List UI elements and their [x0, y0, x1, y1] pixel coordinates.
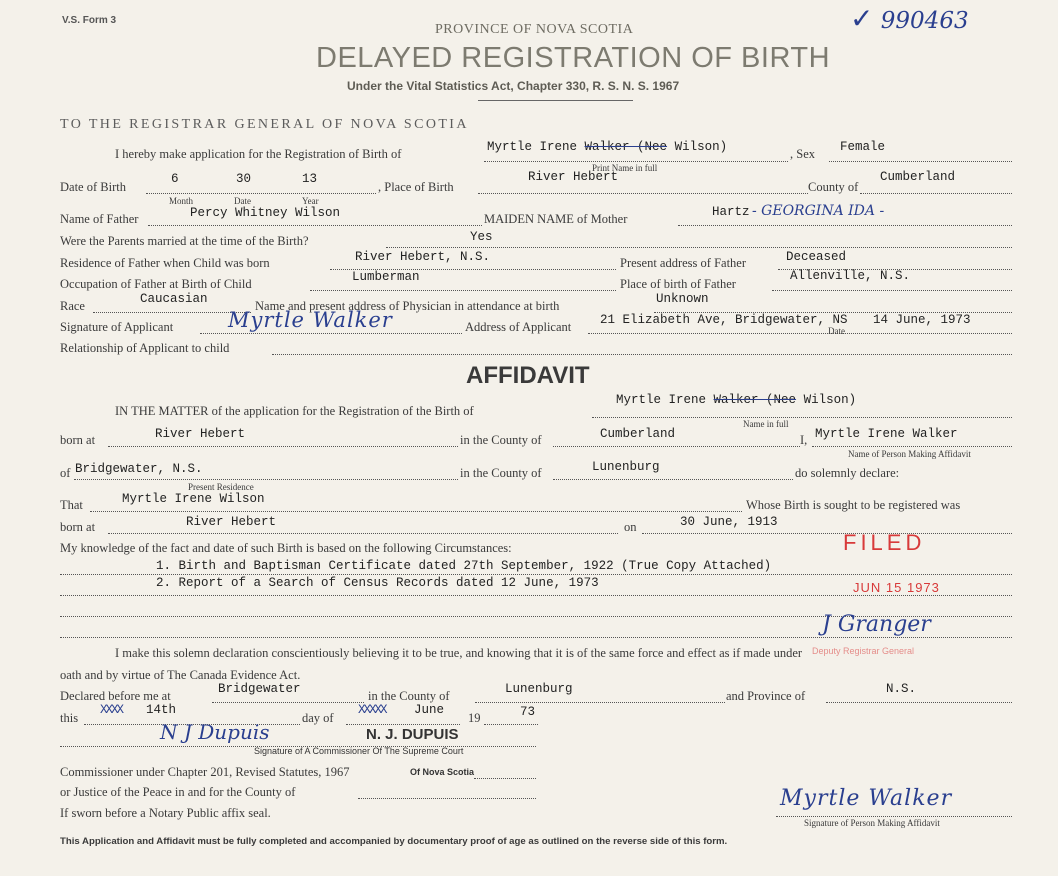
subject-of-affidavit: Myrtle Irene Wilson	[122, 492, 265, 506]
label-declared-before: Declared before me at	[60, 689, 171, 703]
father-present-address: Deceased	[786, 250, 847, 264]
affidavit-name-struck: Walker (Nee	[713, 393, 797, 407]
deponent-residence: Bridgewater, N.S.	[75, 462, 203, 476]
child-last-name: Wilson)	[674, 140, 728, 154]
born-county: Cumberland	[600, 427, 676, 441]
father-name: Percy Whitney Wilson	[190, 206, 341, 220]
form-number: V.S. Form 3	[62, 15, 117, 26]
child-name-struck: Walker (Nee	[584, 140, 668, 154]
struck-day: XXXX	[100, 703, 123, 717]
label-in-county-2: in the County of	[368, 689, 450, 703]
mother-maiden-name: Hartz	[712, 205, 750, 219]
label-justice: or Justice of the Peace in and for the County of	[60, 785, 296, 799]
parents-married: Yes	[470, 230, 493, 244]
application-date: 14 June, 1973	[873, 313, 971, 327]
label-father-residence: Residence of Father when Child was born	[60, 256, 270, 270]
filed-date-stamp: JUN 15 1973	[853, 580, 940, 595]
physician: Unknown	[656, 292, 709, 306]
declaration-line-1: I make this solemn declaration conscientiously believing it to be true, and knowing that it is of the same force and effect as if made under	[115, 646, 803, 660]
applicant-signature: Myrtle Walker	[228, 308, 393, 332]
label-knowledge: My knowledge of the fact and date of such Birth is based on the following Circumstances:	[60, 541, 512, 555]
applicant-address: 21 Elizabeth Ave, Bridgewater, NS	[600, 313, 848, 327]
label-born-at-2: born at	[60, 520, 96, 534]
form-title: DELAYED REGISTRATION OF BIRTH	[316, 42, 831, 74]
label-declare: do solemnly declare:	[795, 466, 900, 480]
child-first-names: Myrtle Irene	[487, 140, 578, 154]
born-at-2: River Hebert	[186, 515, 277, 529]
deponent-note: Name of Person Making Affidavit	[848, 449, 971, 459]
affidavit-heading: AFFIDAVIT	[466, 362, 590, 389]
subtitle-rule	[478, 100, 633, 101]
declared-province: N.S.	[886, 682, 917, 696]
county-of-birth: Cumberland	[880, 170, 956, 184]
label-county: County of	[808, 180, 859, 194]
addressee: TO THE REGISTRAR GENERAL OF NOVA SCOTIA	[60, 117, 469, 132]
file-number	[850, 2, 969, 35]
label-race: Race	[60, 299, 85, 313]
deponent-name: Myrtle Irene Walker	[815, 427, 958, 441]
label-that: That	[60, 498, 83, 512]
label-father-birthplace: Place of birth of Father	[620, 277, 736, 291]
dob-month: 6	[171, 172, 179, 186]
declared-century: 19	[468, 711, 481, 725]
label-father-occupation: Occupation of Father at Birth of Child	[60, 277, 252, 291]
name-in-full-note: Name in full	[743, 419, 789, 429]
dob-year: 13	[302, 172, 318, 186]
label-date: Date	[234, 196, 251, 206]
born-at: River Hebert	[155, 427, 246, 441]
affidavit-first-names: Myrtle Irene	[616, 393, 707, 407]
residence-county: Lunenburg	[592, 460, 660, 474]
race-value: Caucasian	[140, 292, 208, 306]
dob-day: 30	[236, 172, 252, 186]
stamp-nova-scotia: Of Nova Scotia	[410, 767, 475, 777]
label-on: on	[624, 520, 637, 534]
circumstance-1: 1. Birth and Baptisman Certificate dated 27th September, 1922 (True Copy Attached)	[156, 559, 772, 573]
commissioner-signature: N J Dupuis	[160, 720, 270, 744]
label-application: I hereby make application for the Registration of Birth of	[115, 147, 402, 161]
label-of: of	[60, 466, 71, 480]
registrar-signature: J Granger	[822, 612, 931, 637]
label-in-county: in the County of	[460, 433, 542, 447]
place-of-birth: River Hebert	[528, 170, 619, 184]
checkmark-icon: ✓	[850, 2, 874, 35]
label-whose-birth: Whose Birth is sought to be registered was	[746, 498, 961, 512]
label-commissioner: Commissioner under Chapter 201, Revised Statutes, 1967	[60, 765, 350, 779]
mother-given-names: - GEORGINA IDA -	[752, 203, 885, 219]
label-married: Were the Parents married at the time of the Birth?	[60, 234, 309, 248]
label-year: Year	[302, 196, 319, 206]
print-name-note: Print Name in full	[592, 163, 658, 173]
struck-month: XXXXX	[358, 703, 386, 717]
filed-stamp: FILED	[843, 530, 926, 555]
label-born-at: born at	[60, 433, 96, 447]
label-day-of: day of	[302, 711, 334, 725]
label-matter: IN THE MATTER of the application for the Registration of the Birth of	[115, 404, 474, 418]
label-this: this	[60, 711, 79, 725]
label-father-present: Present address of Father	[620, 256, 747, 270]
file-number-value: 990463	[880, 8, 969, 34]
label-I: I,	[800, 433, 808, 447]
label-physician: Name and present address of Physician in attendance at birth	[255, 299, 560, 313]
footer-note: This Application and Affidavit must be fully completed and accompanied by documentary proof of age as outlined on the reverse side of this form.	[60, 836, 728, 847]
declared-day: 14th	[146, 703, 177, 717]
declaration-line-2: oath and by virtue of The Canada Evidence Act.	[60, 668, 301, 682]
declared-month: June	[414, 703, 445, 717]
deponent-signature: Myrtle Walker	[780, 786, 953, 811]
child-name	[487, 140, 727, 154]
declared-at: Bridgewater	[218, 682, 301, 696]
label-father: Name of Father	[60, 212, 139, 226]
declared-county: Lunenburg	[505, 682, 573, 696]
label-applicant-address: Address of Applicant	[465, 320, 572, 334]
present-residence-note: Present Residence	[188, 482, 254, 492]
label-mother-maiden: MAIDEN NAME of Mother	[484, 212, 628, 226]
father-residence: River Hebert, N.S.	[355, 250, 491, 264]
label-province: and Province of	[726, 689, 806, 703]
born-on: 30 June, 1913	[680, 515, 778, 529]
affidavit-last-name: Wilson)	[803, 393, 857, 407]
label-notary: If sworn before a Notary Public affix seal.	[60, 806, 271, 820]
label-place-of-birth: , Place of Birth	[378, 180, 454, 194]
circumstance-2: 2. Report of a Search of Census Records dated 12 June, 1973	[156, 576, 599, 590]
father-birthplace: Allenville, N.S.	[790, 269, 911, 283]
declared-year: 73	[520, 705, 536, 719]
label-month: Month	[169, 196, 194, 206]
label-relationship: Relationship of Applicant to child	[60, 341, 230, 355]
registrar-title: Deputy Registrar General	[812, 646, 915, 656]
label-dob: Date of Birth	[60, 180, 126, 194]
label-in-county-res: in the County of	[460, 466, 542, 480]
commissioner-stamp: Signature of A Commissioner Of The Supreme Court	[254, 746, 464, 756]
affidavit-subject-name	[616, 393, 856, 407]
label-signature: Signature of Applicant	[60, 320, 174, 334]
deponent-sig-rule	[776, 816, 1012, 817]
form-subtitle: Under the Vital Statistics Act, Chapter 330, R. S. N. S. 1967	[347, 79, 680, 93]
deponent-sig-note: Signature of Person Making Affidavit	[804, 818, 940, 828]
province-heading: PROVINCE OF NOVA SCOTIA	[435, 22, 634, 37]
sex-value: Female	[840, 140, 886, 154]
father-occupation: Lumberman	[352, 270, 420, 284]
commissioner-name: N. J. DUPUIS	[366, 726, 459, 743]
label-sex: , Sex	[790, 147, 815, 161]
label-date-small: Date	[828, 326, 845, 336]
